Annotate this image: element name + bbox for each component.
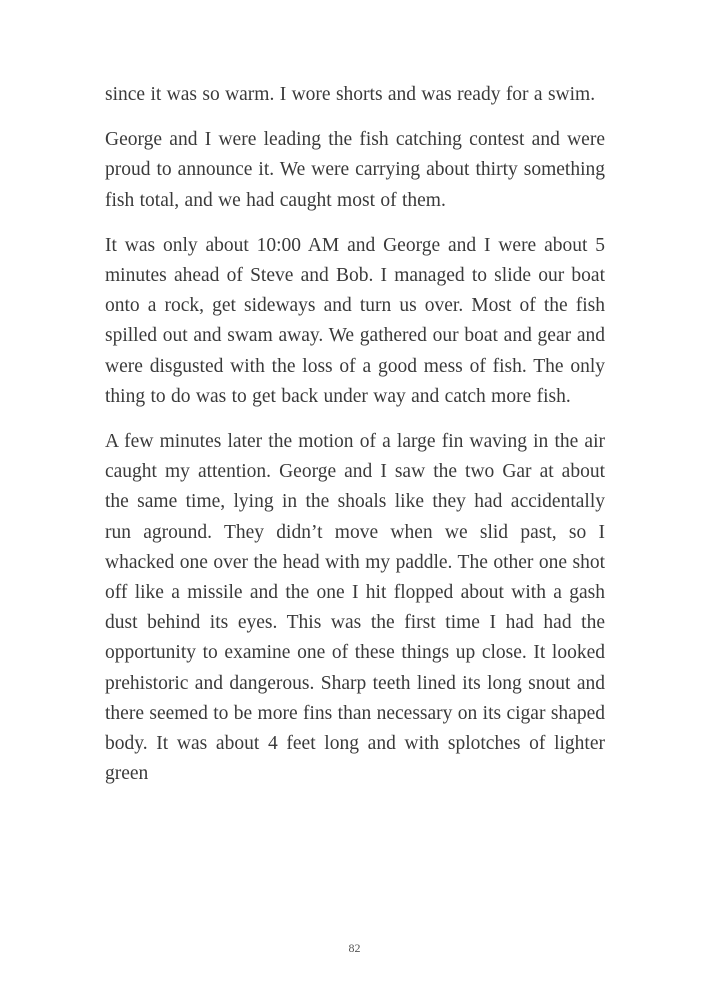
page-body-text	[105, 80, 605, 789]
paragraph: It was only about 10:00 AM and George and I were about 5 minutes ahead of Steve and Bob. I managed to slide our boat onto a rock, get sideways and turn us over. Most of the fish spilled out and swam away. We gathered our boat and gear and were disgusted with the loss of a good mess of fish. The only thing to do was to get back under way and catch more fish.	[105, 234, 605, 407]
paragraph: since it was so warm. I wore shorts and was ready for a swim.	[105, 84, 596, 105]
page-number: 82	[348, 941, 361, 955]
paragraph: A few minutes later the motion of a large fin waving in the air caught my attention. George and I saw the two Gar at about the same time, lying in the shoals like they had accidentally run aground. They didn’t move when we slid past, so I whacked one over the head with my paddle. The other one shot off like a missile and the one I hit flopped about with a gash dust behind its eyes. This was the first time I had had the opportunity to examine one of these things up close. It looked prehistoric and dangerous. Sharp teeth lined its long snout and there seemed to be more fins than necessary on its cigar shaped body. It was about 4 feet long and with splotches of lighter green	[105, 431, 605, 785]
paragraph: George and I were leading the fish catching contest and were proud to announce it. We were carrying about thirty something fish total, and we had caught most of them.	[105, 129, 605, 211]
